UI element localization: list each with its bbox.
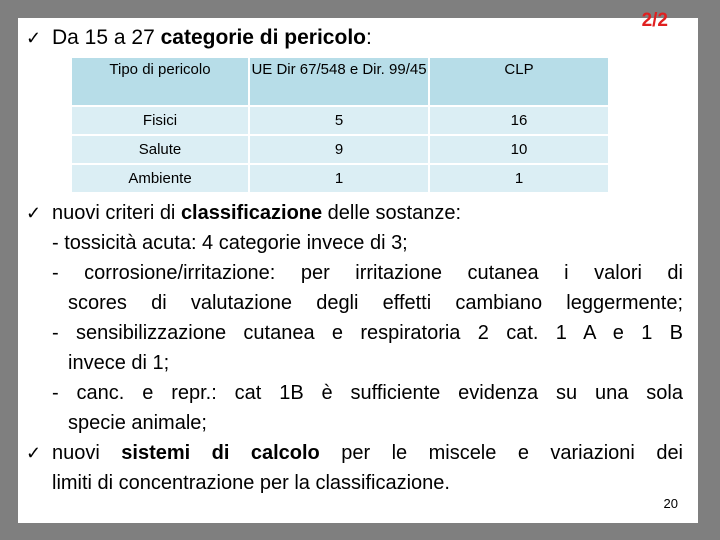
page-number: 20 [663,496,678,511]
bullet-bold: sistemi di calcolo [121,442,320,464]
slide-heading [26,26,372,50]
table-cell: 10 [430,136,608,163]
header-ue-dir: UE Dir 67/548 e Dir. 99/45 [250,58,428,105]
table-row [72,136,608,163]
table-cell: Fisici [72,107,248,134]
header-clp: CLP [430,58,608,105]
table-cell: 9 [250,136,428,163]
sub-item-line: - corrosione/irritazione: per irritazione cutanea i valori di [52,262,683,284]
sub-item-line: scores di valutazione degli effetti cambiano leggermente; [68,292,683,314]
slide-body [26,198,683,498]
bullet-bold: classificazione [180,202,323,224]
heading-suffix: : [365,26,372,49]
heading-prefix: Da 15 a 27 [52,26,161,49]
checkmark-icon: ✓ [26,203,42,223]
sub-item-line: specie animale; [68,412,207,434]
checkmark-icon: ✓ [26,28,42,48]
heading-bold: categorie di pericolo [160,26,366,49]
slide [18,10,698,523]
bullet-text: nuovi criteri di [52,202,181,224]
hazard-categories-table [70,56,610,194]
checkmark-icon: ✓ [26,443,42,463]
sub-item-line: - sensibilizzazione cutanea e respiratoria 2 cat. 1 A e 1 B [52,322,683,344]
table-cell: Salute [72,136,248,163]
table-cell: 16 [430,107,608,134]
table-row [72,107,608,134]
bullet-criteria [26,198,683,228]
table-cell: 1 [430,165,608,192]
bullet-text: delle sostanze: [322,202,462,224]
sub-item-line: limiti di concentrazione per la classificazione. [52,472,450,494]
page-indicator: 2/2 [641,10,668,31]
bullet-calculation [26,438,683,468]
table-cell: 1 [250,165,428,192]
table-cell: 5 [250,107,428,134]
sub-item-line: - canc. e repr.: cat 1B è sufficiente evidenza su una sola [52,382,683,404]
bullet-text: per le miscele e variazioni dei [319,442,684,464]
table-header-row [72,58,608,105]
sub-item-line: - tossicità acuta: 4 categorie invece di 3; [52,232,408,254]
table-cell: Ambiente [72,165,248,192]
header-hazard-type: Tipo di pericolo [72,58,248,105]
bullet-text: nuovi [52,442,122,464]
table-row [72,165,608,192]
sub-item-line: invece di 1; [68,352,170,374]
